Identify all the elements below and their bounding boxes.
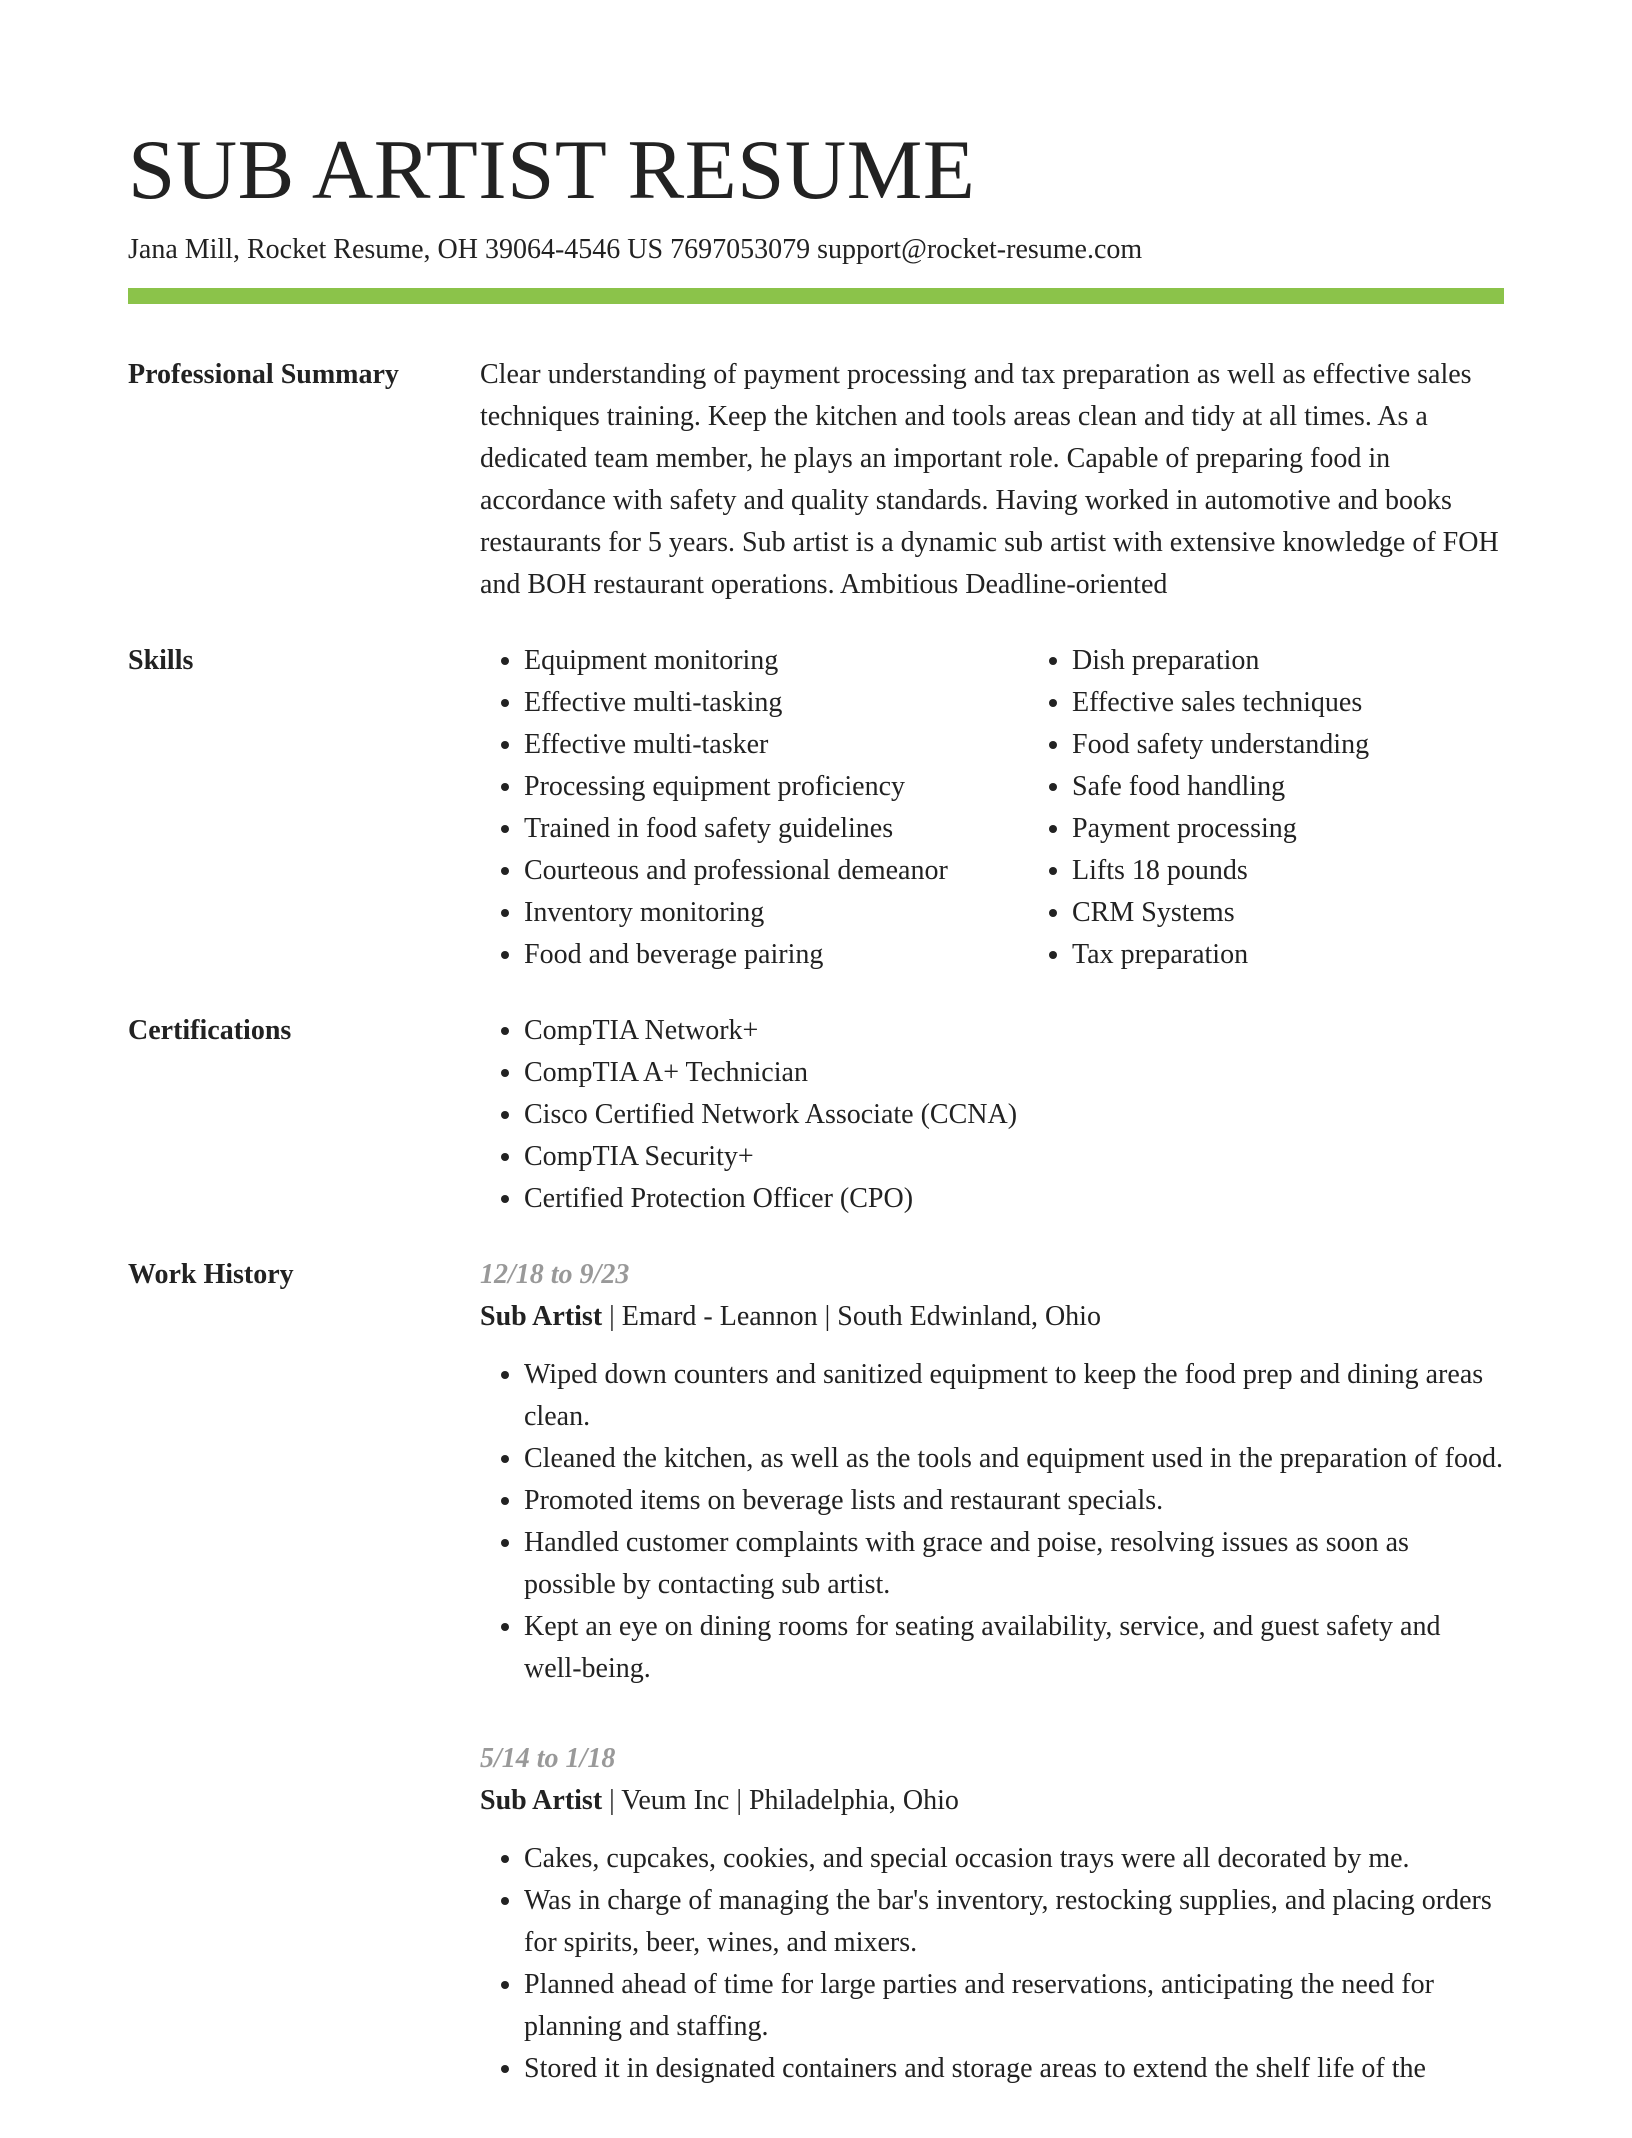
certification-item: • Cisco Certified Network Associate (CCNA)	[524, 1094, 1504, 1136]
job-dates: 5/14 to 1/18	[480, 1743, 616, 1774]
accent-divider	[128, 288, 1504, 304]
skills-section	[128, 640, 1504, 976]
skill-item: • Lifts 18 pounds	[1072, 850, 1504, 892]
section-label: Work History	[128, 1259, 294, 1290]
skill-item: • Food and beverage pairing	[524, 934, 1028, 976]
job-details: | Veum Inc | Philadelphia, Ohio	[602, 1785, 959, 1816]
skill-item: • Courteous and professional demeanor	[524, 850, 1028, 892]
section-label: Skills	[128, 645, 194, 676]
certification-item: • CompTIA Network+	[524, 1010, 1504, 1052]
skill-item: • Processing equipment proficiency	[524, 766, 1028, 808]
job-bullet: • Cakes, cupcakes, cookies, and special occasion trays were all decorated by me.	[524, 1838, 1504, 1880]
job-heading	[480, 1296, 1504, 1338]
job-title: Sub Artist	[480, 1785, 603, 1816]
skill-item: • Trained in food safety guidelines	[524, 808, 1028, 850]
summary-text: Clear understanding of payment processing and tax preparation as well as effective sales techniques training. Keep the kitchen and tools areas clean and tidy at all times. As a dedicated team member, he plays an important role. Capable of preparing food in accordance with safety and quality standards. Having worked in automotive and books restaurants for 5 years. Sub artist is a dynamic sub artist with extensive knowledge of FOH and BOH restaurant operations. Ambitious Deadline-oriented	[480, 359, 1499, 600]
job-bullets	[480, 1354, 1504, 1690]
job-bullet: • Promoted items on beverage lists and restaurant specials.	[524, 1480, 1504, 1522]
certification-item: • Certified Protection Officer (CPO)	[524, 1178, 1504, 1220]
certification-item: • CompTIA A+ Technician	[524, 1052, 1504, 1094]
skills-list-right	[1028, 640, 1504, 976]
skill-item: • Effective multi-tasking	[524, 682, 1028, 724]
skill-item: • Payment processing	[1072, 808, 1504, 850]
job-dates: 12/18 to 9/23	[480, 1259, 630, 1290]
skill-item: • Safe food handling	[1072, 766, 1504, 808]
job-bullets	[480, 1838, 1504, 2090]
job-bullet: • Wiped down counters and sanitized equipment to keep the food prep and dining areas clean.	[524, 1354, 1504, 1438]
job-bullet: • Kept an eye on dining rooms for seating availability, service, and guest safety and well-being.	[524, 1606, 1504, 1690]
skill-item: • Effective sales techniques	[1072, 682, 1504, 724]
skills-list-left	[480, 640, 1028, 976]
skill-item: • CRM Systems	[1072, 892, 1504, 934]
job-bullet: • Was in charge of managing the bar's inventory, restocking supplies, and placing orders for spirits, beer, wines, and mixers.	[524, 1880, 1504, 1964]
job-entry	[480, 1254, 1504, 1690]
certification-item: • CompTIA Security+	[524, 1136, 1504, 1178]
job-entry	[480, 1738, 1504, 2090]
certifications-section	[128, 1010, 1504, 1220]
resume-page	[128, 120, 1504, 2138]
job-bullet: • Stored it in designated containers and storage areas to extend the shelf life of the	[524, 2048, 1504, 2090]
skill-item: • Equipment monitoring	[524, 640, 1028, 682]
skill-item: • Dish preparation	[1072, 640, 1504, 682]
skill-item: • Inventory monitoring	[524, 892, 1028, 934]
job-bullet: • Cleaned the kitchen, as well as the tools and equipment used in the preparation of food.	[524, 1438, 1504, 1480]
skill-item: • Effective multi-tasker	[524, 724, 1028, 766]
skill-item: • Food safety understanding	[1072, 724, 1504, 766]
job-details: | Emard - Leannon | South Edwinland, Ohio	[602, 1301, 1101, 1332]
summary-section	[128, 354, 1504, 606]
work-history-section	[128, 1254, 1504, 2138]
job-heading	[480, 1780, 1504, 1822]
resume-title: SUB ARTIST RESUME	[128, 123, 976, 217]
section-label: Certifications	[128, 1015, 292, 1046]
job-title: Sub Artist	[480, 1301, 603, 1332]
job-bullet: • Planned ahead of time for large parties and reservations, anticipating the need for planning and staffing.	[524, 1964, 1504, 2048]
section-label: Professional Summary	[128, 359, 399, 390]
skill-item: • Tax preparation	[1072, 934, 1504, 976]
job-bullet: • Handled customer complaints with grace and poise, resolving issues as soon as possible by contacting sub artist.	[524, 1522, 1504, 1606]
certifications-list	[480, 1010, 1504, 1220]
contact-line: Jana Mill, Rocket Resume, OH 39064-4546 US 7697053079 support@rocket-resume.com	[128, 234, 1143, 265]
